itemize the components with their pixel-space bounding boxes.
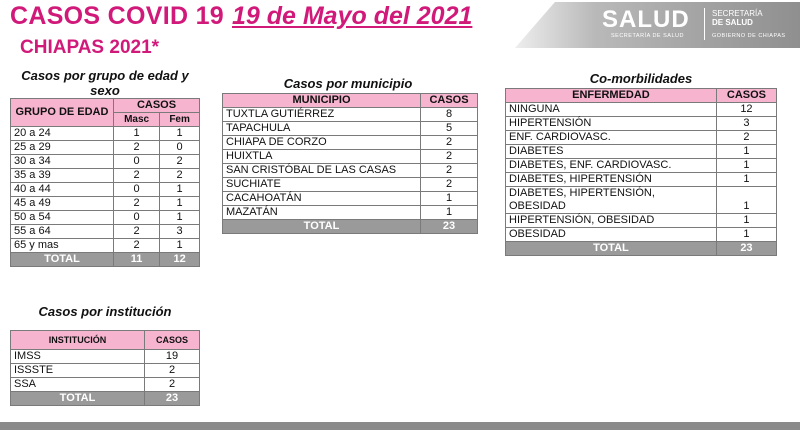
comorbilidad-casos: 1 xyxy=(716,214,776,228)
table-row xyxy=(11,364,200,378)
edad-grupo: 35 a 39 xyxy=(11,169,114,183)
municipio-casos: 2 xyxy=(421,178,478,192)
comorbilidad-casos: 12 xyxy=(716,103,776,117)
table-row xyxy=(11,141,200,155)
comorbilidad-casos: 1 xyxy=(716,173,776,187)
table-row xyxy=(11,350,200,364)
institucion-total-label: TOTAL xyxy=(11,392,145,406)
municipio-casos: 1 xyxy=(421,206,478,220)
table-row xyxy=(506,103,777,117)
municipio-total: 23 xyxy=(421,220,478,234)
municipio-nombre: HUIXTLA xyxy=(223,150,421,164)
municipio-casos: 2 xyxy=(421,136,478,150)
comorbilidad-nombre: DIABETES, ENF. CARDIOVASC. xyxy=(506,159,717,173)
municipio-nombre: CACAHOATÁN xyxy=(223,192,421,206)
edad-fem: 1 xyxy=(160,239,200,253)
edad-header-casos: CASOS xyxy=(114,99,200,113)
comorbilidad-casos: 3 xyxy=(716,117,776,131)
page-subtitle: CHIAPAS 2021* xyxy=(20,37,160,58)
salud-logo-subtext: SECRETARÍA DE SALUD xyxy=(611,33,684,39)
secretaria-logo-text xyxy=(712,9,763,27)
edad-grupo: 40 a 44 xyxy=(11,183,114,197)
comorbilidad-nombre: DIABETES xyxy=(506,145,717,159)
comorbilidad-nombre: DIABETES, HIPERTENSIÓN, OBESIDAD xyxy=(506,187,717,214)
table-row xyxy=(506,173,777,187)
municipio-nombre: SAN CRISTÓBAL DE LAS CASAS xyxy=(223,164,421,178)
edad-fem: 2 xyxy=(160,155,200,169)
edad-masc: 2 xyxy=(114,225,160,239)
edad-masc: 2 xyxy=(114,197,160,211)
municipio-nombre: MAZATÁN xyxy=(223,206,421,220)
edad-header-masc: Masc xyxy=(114,113,160,127)
table-row xyxy=(506,131,777,145)
comorbilidad-casos: 1 xyxy=(716,145,776,159)
municipio-nombre: TUXTLA GUTIÉRREZ xyxy=(223,108,421,122)
edad-masc: 0 xyxy=(114,183,160,197)
table-row xyxy=(506,145,777,159)
comorbilidades-header-enfermedad: ENFERMEDAD xyxy=(506,89,717,103)
table-row xyxy=(506,117,777,131)
edad-total-row xyxy=(11,253,200,267)
table-row xyxy=(11,225,200,239)
table-row xyxy=(506,159,777,173)
institucion-total-row xyxy=(11,392,200,406)
edad-fem: 1 xyxy=(160,183,200,197)
comorbilidades-total: 23 xyxy=(716,242,776,256)
table-row xyxy=(506,228,777,242)
table-row xyxy=(223,122,478,136)
logo-divider xyxy=(704,8,705,40)
comorbilidades-total-row xyxy=(506,242,777,256)
institucion-section-title: Casos por institución xyxy=(38,304,172,319)
table-row xyxy=(223,206,478,220)
institucion-header-nombre: INSTITUCIÓN xyxy=(11,331,145,350)
institucion-nombre: ISSSTE xyxy=(11,364,145,378)
bottom-bar xyxy=(0,422,800,430)
edad-grupo: 20 a 24 xyxy=(11,127,114,141)
institucion-total: 23 xyxy=(145,392,200,406)
edad-total-fem: 12 xyxy=(160,253,200,267)
table-row xyxy=(506,214,777,228)
institucion-nombre: SSA xyxy=(11,378,145,392)
municipio-casos: 1 xyxy=(421,192,478,206)
edad-total-label: TOTAL xyxy=(11,253,114,267)
edad-grupo: 45 a 49 xyxy=(11,197,114,211)
municipio-header-casos: CASOS xyxy=(421,94,478,108)
report-date: 19 de Mayo del 2021 xyxy=(231,2,473,30)
municipio-casos: 8 xyxy=(421,108,478,122)
comorbilidad-nombre: ENF. CARDIOVASC. xyxy=(506,131,717,145)
table-row xyxy=(11,378,200,392)
comorbilidad-casos: 1 xyxy=(716,187,776,214)
municipio-casos: 2 xyxy=(421,150,478,164)
table-row xyxy=(11,211,200,225)
institucion-casos: 2 xyxy=(145,378,200,392)
table-row xyxy=(223,192,478,206)
edad-header-grupo: GRUPO DE EDAD xyxy=(11,99,114,127)
municipio-nombre: CHIAPA DE CORZO xyxy=(223,136,421,150)
table-row xyxy=(11,169,200,183)
table-row xyxy=(11,183,200,197)
edad-grupo: 25 a 29 xyxy=(11,141,114,155)
salud-logo: SALUD xyxy=(602,6,690,33)
comorbilidad-casos: 2 xyxy=(716,131,776,145)
comorbilidad-nombre: NINGUNA xyxy=(506,103,717,117)
comorbilidad-nombre: HIPERTENSIÓN xyxy=(506,117,717,131)
institucion-nombre: IMSS xyxy=(11,350,145,364)
comorbilidad-nombre: DIABETES, HIPERTENSIÓN xyxy=(506,173,717,187)
edad-masc: 0 xyxy=(114,155,160,169)
institucion-casos: 2 xyxy=(145,364,200,378)
municipio-casos: 5 xyxy=(421,122,478,136)
comorbilidades-section-title: Co-morbilidades xyxy=(589,71,693,86)
table-row xyxy=(11,155,200,169)
edad-fem: 1 xyxy=(160,197,200,211)
municipio-casos: 2 xyxy=(421,164,478,178)
comorbilidad-nombre: OBESIDAD xyxy=(506,228,717,242)
edad-masc: 2 xyxy=(114,239,160,253)
table-row xyxy=(223,136,478,150)
comorbilidades-total-label: TOTAL xyxy=(506,242,717,256)
edad-grupo: 30 a 34 xyxy=(11,155,114,169)
edad-fem: 0 xyxy=(160,141,200,155)
edad-masc: 2 xyxy=(114,141,160,155)
table-row xyxy=(11,127,200,141)
table-row xyxy=(11,197,200,211)
edad-grupo: 50 a 54 xyxy=(11,211,114,225)
institucion-header-casos: CASOS xyxy=(145,331,200,350)
municipio-table xyxy=(222,93,478,234)
comorbilidad-nombre: HIPERTENSIÓN, OBESIDAD xyxy=(506,214,717,228)
edad-masc: 1 xyxy=(114,127,160,141)
table-row xyxy=(506,187,777,214)
edad-masc: 0 xyxy=(114,211,160,225)
edad-fem: 3 xyxy=(160,225,200,239)
table-row xyxy=(223,178,478,192)
secretaria-line2: DE SALUD xyxy=(712,18,753,27)
table-row xyxy=(223,108,478,122)
edad-fem: 2 xyxy=(160,169,200,183)
header-title-row xyxy=(10,2,472,36)
gobierno-logo-text: GOBIERNO DE CHIAPAS xyxy=(712,33,786,39)
edad-total-masc: 11 xyxy=(114,253,160,267)
edad-grupo: 55 a 64 xyxy=(11,225,114,239)
institucion-casos: 19 xyxy=(145,350,200,364)
table-row xyxy=(223,150,478,164)
municipio-header-nombre: MUNICIPIO xyxy=(223,94,421,108)
institucion-table xyxy=(10,330,200,406)
municipio-section-title: Casos por municipio xyxy=(283,76,413,91)
secretaria-line1: SECRETARÍA xyxy=(712,9,763,18)
table-row xyxy=(11,239,200,253)
edad-table xyxy=(10,98,200,267)
edad-grupo: 65 y mas xyxy=(11,239,114,253)
municipio-total-label: TOTAL xyxy=(223,220,421,234)
comorbilidad-casos: 1 xyxy=(716,159,776,173)
municipio-total-row xyxy=(223,220,478,234)
comorbilidades-table xyxy=(505,88,777,256)
edad-section-title: Casos por grupo de edad y sexo xyxy=(21,68,189,98)
municipio-nombre: TAPACHULA xyxy=(223,122,421,136)
edad-masc: 2 xyxy=(114,169,160,183)
page-title: CASOS COVID 19 xyxy=(10,2,224,30)
comorbilidades-header-casos: CASOS xyxy=(716,89,776,103)
edad-fem: 1 xyxy=(160,127,200,141)
table-row xyxy=(223,164,478,178)
edad-header-fem: Fem xyxy=(160,113,200,127)
municipio-nombre: SUCHIATE xyxy=(223,178,421,192)
comorbilidad-casos: 1 xyxy=(716,228,776,242)
edad-fem: 1 xyxy=(160,211,200,225)
